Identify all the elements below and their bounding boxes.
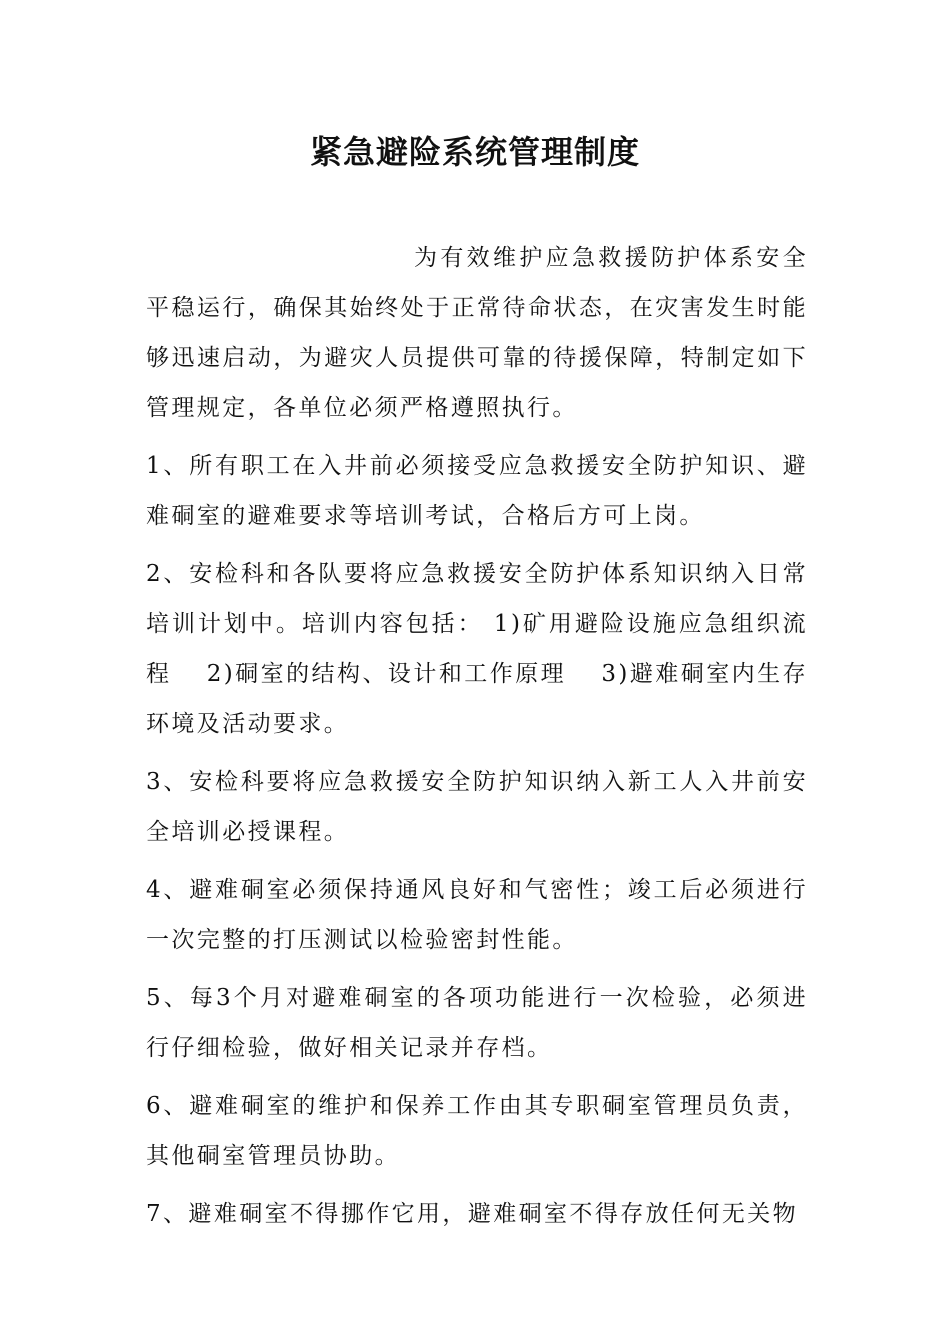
list-item-7: 7、避难硐室不得挪作它用，避难硐室不得存放任何无关物: [146, 1201, 799, 1227]
list-item-4: 4、避难硐室必须保持通风良好和气密性；竣工后必须进行一次完整的打压测试以检验密封性能。: [146, 877, 808, 953]
list-item-3: 3、安检科要将应急救援安全防护知识纳入新工人入井前安全培训必授课程。: [146, 769, 808, 845]
document-body: [146, 233, 808, 1247]
intro-paragraph: 为有效维护应急救援防护体系安全平稳运行，确保其始终处于正常待命状态，在灾害发生时能够迅速启动，为避灾人员提供可靠的待援保障，特制定如下管理规定，各单位必须严格遵照执行。: [146, 245, 808, 421]
list-item-6: 6、避难硐室的维护和保养工作由其专职硐室管理员负责，其他硐室管理员协助。: [146, 1093, 808, 1169]
list-item-2: 2、安检科和各队要将应急救援安全防护体系知识纳入日常培训计划中。培训内容包括： 1)矿用避险设施应急组织流程 2)硐室的结构、设计和工作原理 3)避难硐室内生存环境及活动要求。: [146, 561, 808, 737]
list-item-5: 5、每3个月对避难硐室的各项功能进行一次检验，必须进行仔细检验，做好相关记录并存档。: [146, 985, 808, 1061]
document-title: 紧急避险系统管理制度: [309, 133, 640, 171]
list-item-1: 1、所有职工在入井前必须接受应急救援安全防护知识、避难硐室的避难要求等培训考试，合格后方可上岗。: [146, 453, 808, 529]
